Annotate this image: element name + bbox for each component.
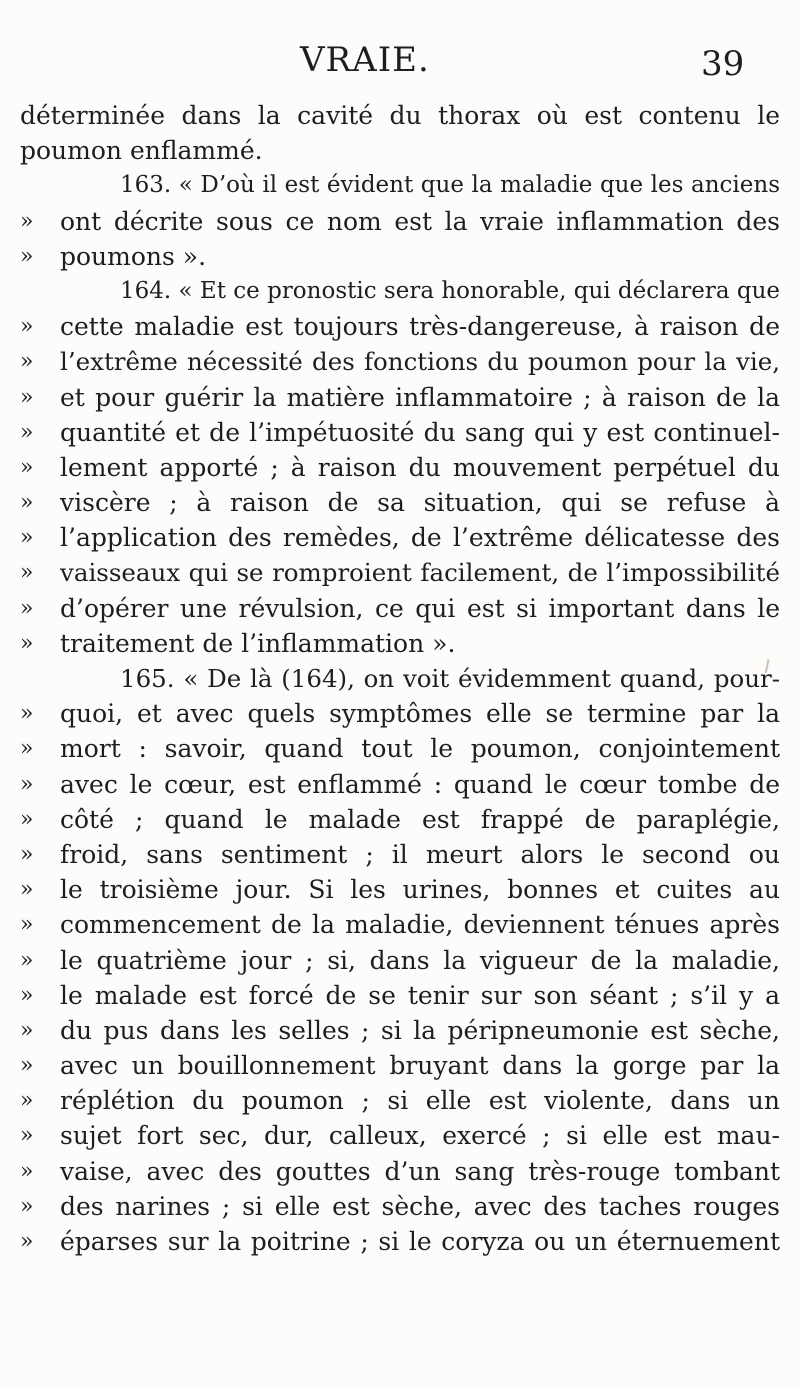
line-text: quantité et de l’impétuosité du sang qui y est continuel-: [60, 417, 780, 447]
line-text: l’application des remèdes, de l’extrême délicatesse des: [60, 523, 780, 553]
line-text: côté ; quand le malade est frappé de paraplégie,: [60, 804, 780, 834]
continuation-quote-mark: »: [20, 525, 34, 551]
text-line: [20, 661, 780, 696]
continuation-quote-mark: »: [20, 736, 34, 762]
continuation-quote-mark: »: [20, 419, 34, 445]
continuation-quote-mark: »: [20, 454, 34, 480]
text-line: [20, 978, 780, 1013]
line-text: lement apporté ; à raison du mouvement perpétuel du: [60, 452, 780, 482]
continuation-quote-mark: »: [20, 701, 34, 727]
line-text: cette maladie est toujours très-dangereuse, à raison de: [60, 312, 780, 342]
continuation-quote-mark: »: [20, 1088, 34, 1114]
line-text: quoi, et avec quels symptômes elle se termine par la: [60, 699, 780, 729]
line-text: 164. « Et ce pronostic sera honorable, qui déclarera que: [120, 277, 780, 304]
continuation-quote-mark: »: [20, 982, 34, 1008]
text-line: [20, 274, 780, 309]
line-text: 165. « De là (164), on voit évidemment quand, pour-: [120, 664, 780, 693]
continuation-quote-mark: »: [20, 384, 34, 410]
text-line: [20, 907, 780, 942]
text-line: [20, 872, 780, 907]
continuation-quote-mark: »: [20, 1017, 34, 1043]
continuation-quote-mark: »: [20, 314, 34, 340]
text-line: [20, 133, 780, 168]
text-line: [20, 731, 780, 766]
text-line: [20, 1083, 780, 1118]
continuation-quote-mark: »: [20, 912, 34, 938]
continuation-quote-mark: »: [20, 841, 34, 867]
text-line: [20, 591, 780, 626]
line-text: ont décrite sous ce nom est la vraie inflammation des: [60, 206, 780, 236]
line-text: avec le cœur, est enflammé : quand le cœur tombe de: [60, 769, 780, 799]
line-text: le quatrième jour ; si, dans la vigueur de la maladie,: [60, 945, 780, 975]
text-line: [20, 1189, 780, 1224]
text-line: [20, 943, 780, 978]
text-line: [20, 239, 780, 274]
continuation-quote-mark: »: [20, 349, 34, 375]
continuation-quote-mark: »: [20, 806, 34, 832]
text-line: [20, 520, 780, 555]
continuation-quote-mark: »: [20, 560, 34, 586]
continuation-quote-mark: »: [20, 243, 34, 269]
continuation-quote-mark: »: [20, 1053, 34, 1079]
line-text: poumons ».: [60, 241, 207, 271]
text-line: [20, 767, 780, 802]
line-text: le troisième jour. Si les urines, bonnes et cuites au: [60, 875, 780, 905]
text-line: [20, 555, 780, 590]
line-text: le malade est forcé de se tenir sur son séant ; s’il y a: [60, 980, 780, 1010]
line-text: viscère ; à raison de sa situation, qui se refuse à: [60, 488, 780, 518]
text-line: [20, 626, 780, 661]
text-line: [20, 837, 780, 872]
continuation-quote-mark: »: [20, 1123, 34, 1149]
text-line: [20, 696, 780, 731]
continuation-quote-mark: »: [20, 1158, 34, 1184]
page-number: 39: [701, 44, 745, 84]
continuation-quote-mark: »: [20, 947, 34, 973]
continuation-quote-mark: »: [20, 630, 34, 656]
line-text: l’extrême nécessité des fonctions du poumon pour la vie,: [60, 347, 780, 377]
line-text: réplétion du poumon ; si elle est violente, dans un: [60, 1086, 780, 1116]
line-text: commencement de la maladie, deviennent ténues après: [60, 910, 780, 940]
continuation-quote-mark: »: [20, 1193, 34, 1219]
line-text: 163. « D’où il est évident que la maladie que les anciens: [120, 172, 780, 199]
line-text: sujet fort sec, dur, calleux, exercé ; si elle est mau-: [60, 1121, 780, 1151]
text-line: [20, 1013, 780, 1048]
text-line: [20, 415, 780, 450]
line-text: mort : savoir, quand tout le poumon, conjointement: [60, 734, 780, 764]
line-text: éparses sur la poitrine ; si le coryza ou un éternuement: [60, 1227, 780, 1256]
line-text: traitement de l’inflammation ».: [60, 628, 456, 658]
line-text: froid, sans sentiment ; il meurt alors le second ou: [60, 839, 780, 869]
line-text: vaisseaux qui se romproient facilement, de l’impossibilité: [60, 558, 780, 588]
running-head: [0, 40, 800, 84]
line-text: des narines ; si elle est sèche, avec des taches rouges: [60, 1191, 780, 1221]
text-line: [20, 1118, 780, 1153]
line-text: déterminée dans la cavité du thorax où est contenu le: [20, 101, 780, 130]
text-line: [20, 98, 780, 133]
continuation-quote-mark: »: [20, 208, 34, 234]
text-line: [20, 1224, 780, 1259]
line-text: et pour guérir la matière inflammatoire ; à raison de la: [60, 382, 780, 412]
text-line: [20, 380, 780, 415]
text-line: [20, 450, 780, 485]
text-line: [20, 344, 780, 379]
text-line: [20, 485, 780, 520]
continuation-quote-mark: »: [20, 1229, 34, 1254]
continuation-quote-mark: »: [20, 595, 34, 621]
continuation-quote-mark: »: [20, 490, 34, 516]
line-text: poumon enflammé.: [20, 136, 263, 166]
line-text: d’opérer une révulsion, ce qui est si important dans le: [60, 593, 780, 623]
text-line: [20, 802, 780, 837]
text-line: [20, 168, 780, 203]
text-line: [20, 309, 780, 344]
continuation-quote-mark: »: [20, 771, 34, 797]
line-text: du pus dans les selles ; si la péripneumonie est sèche,: [60, 1015, 780, 1045]
continuation-quote-mark: »: [20, 877, 34, 903]
text-line: [20, 204, 780, 239]
running-head-title: VRAIE.: [300, 40, 430, 80]
line-text: avec un bouillonnement bruyant dans la gorge par la: [60, 1051, 780, 1081]
text-line: [20, 1154, 780, 1189]
line-text: vaise, avec des gouttes d’un sang très-rouge tombant: [60, 1156, 780, 1186]
body-text: [20, 98, 780, 1259]
text-line: [20, 1048, 780, 1083]
